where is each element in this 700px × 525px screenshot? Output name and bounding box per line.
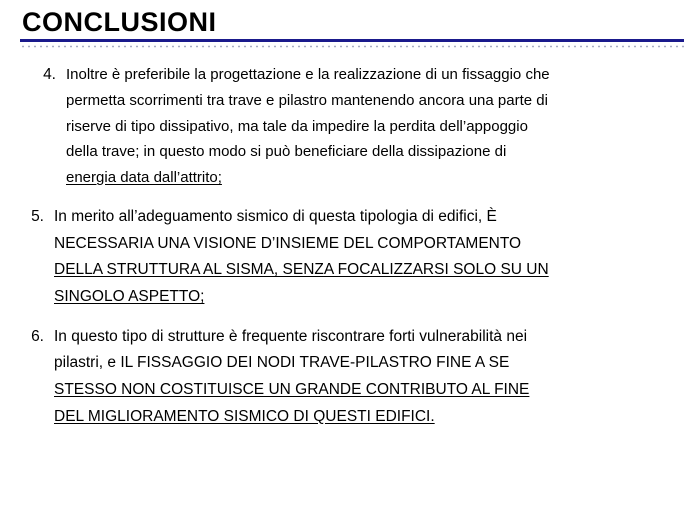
text-line: In merito all’adeguamento sismico di questa tipologia di edifici, È (54, 207, 497, 225)
text-line: Inoltre è preferibile la progettazione e la realizzazione di un fissaggio che (66, 66, 550, 83)
text-line: permetta scorrimenti tra trave e pilastro mantenendo ancora una parte di (66, 91, 548, 109)
list-item-text (54, 324, 684, 431)
conclusions-list (18, 62, 684, 443)
list-item (18, 324, 684, 431)
list-item-marker: 5. (31, 207, 44, 225)
list-item (18, 62, 684, 191)
text-line: NECESSARIA UNA VISIONE D’INSIEME DEL COMPORTAMENTO (54, 234, 522, 252)
list-item-marker: 4. (43, 66, 56, 83)
text-line: riserve di tipo dissipativo, ma tale da impedire la perdita dell’appoggio (66, 117, 528, 135)
text-line: pilastri, e IL FISSAGGIO DEI NODI TRAVE-PILASTRO FINE A SE (54, 354, 510, 372)
list-item-text (66, 62, 684, 191)
text-line: In questo tipo di strutture è frequente riscontrare forti vulnerabilità nei (54, 327, 528, 345)
text-line-underlined: STESSO NON COSTITUISCE UN GRANDE CONTRIBUTO AL FINE (54, 380, 530, 398)
title-block (18, 8, 686, 48)
list-item-marker: 6. (31, 327, 44, 345)
title-underline-rule (20, 39, 684, 42)
text-line-underlined: DELLA STRUTTURA AL SISMA, SENZA FOCALIZZARSI SOLO SU UN (54, 261, 549, 279)
list-item (18, 204, 684, 311)
text-line-underlined: SINGOLO ASPETTO; (54, 287, 205, 305)
title-dotted-rule (20, 45, 684, 48)
page-title: CONCLUSIONI (22, 7, 217, 37)
text-line-underlined: energia data dall’attrito; (66, 169, 222, 187)
list-item-text (54, 204, 684, 311)
text-line-underlined: DEL MIGLIORAMENTO SISMICO DI QUESTI EDIFICI. (54, 407, 435, 425)
text-line: della trave; in questo modo si può beneficiare della dissipazione di (66, 143, 507, 161)
